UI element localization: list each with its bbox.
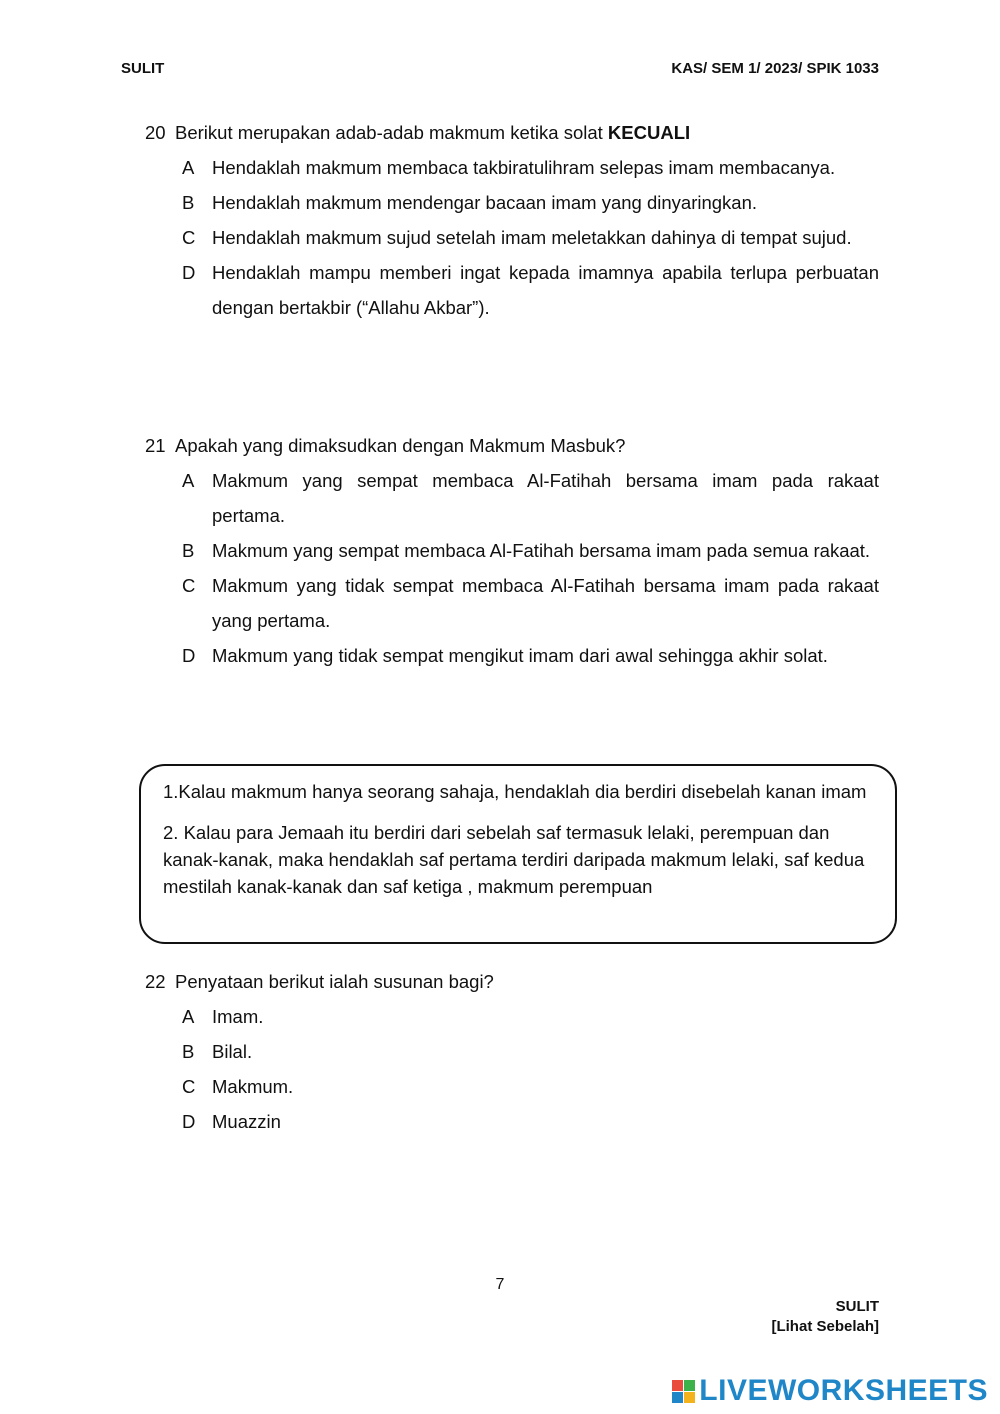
question-text: Apakah yang dimaksudkan dengan Makmum Masbuk? [175,435,626,456]
option-b[interactable] [182,533,879,568]
option-letter: C [182,575,196,596]
question-21 [145,428,879,673]
option-letter: B [182,192,195,213]
option-letter: B [182,1041,195,1062]
option-letter: B [182,540,195,561]
liveworksheets-logo-icon [672,1380,695,1403]
question-text: Penyataan berikut ialah susunan bagi? [175,971,494,992]
logo-tile [684,1392,695,1403]
option-letter: A [182,470,195,491]
option-d[interactable] [182,255,879,325]
question-number: 22 [145,971,166,992]
question-text: Berikut merupakan adab-adab makmum ketika solat [175,122,608,143]
option-text: Hendaklah makmum sujud setelah imam meletakkan dahinya di tempat sujud. [212,227,852,248]
liveworksheets-logo-text: LIVEWORKSHEETS [699,1374,988,1407]
option-text: Makmum yang tidak sempat mengikut imam dari awal sehingga akhir solat. [212,645,828,666]
option-d[interactable] [182,1104,879,1139]
question-stem [145,428,879,463]
option-letter: C [182,1076,196,1097]
liveworksheets-logo[interactable] [672,1374,988,1408]
option-text: Makmum yang sempat membaca Al-Fatihah bersama imam pada semua rakaat. [212,540,871,561]
footer-sulit: SULIT [835,1298,879,1315]
option-a[interactable] [182,150,879,185]
option-letter: A [182,1006,195,1027]
option-b[interactable] [182,1034,879,1069]
statement-1: 1.Kalau makmum hanya seorang sahaja, hendaklah dia berdiri disebelah kanan imam [163,781,867,802]
option-text: Muazzin [212,1111,281,1132]
option-a[interactable] [182,999,879,1034]
option-d[interactable] [182,638,879,673]
header-sulit: SULIT [121,60,165,77]
option-text: Hendaklah makmum mendengar bacaan imam yang dinyaringkan. [212,192,758,213]
question-number: 21 [145,435,166,456]
logo-tile [672,1380,683,1391]
footer-turn-page: [Lihat Sebelah] [771,1318,879,1335]
logo-tile [684,1380,695,1391]
option-text: Hendaklah mampu memberi ingat kepada imamnya apabila terlupa perbuatan dengan bertakbir (“Allahu Akbar”). [212,262,879,318]
question-20 [145,115,879,325]
option-text: Makmum yang sempat membaca Al-Fatihah bersama imam pada rakaat pertama. [212,470,879,526]
question-22 [145,964,879,1139]
question-stem [145,115,879,150]
option-text: Makmum yang tidak sempat membaca Al-Fatihah bersama imam pada rakaat yang pertama. [212,575,879,631]
option-letter: D [182,645,196,666]
option-text: Bilal. [212,1041,253,1062]
page-number: 7 [495,1276,505,1293]
option-letter: A [182,157,195,178]
option-text: Hendaklah makmum membaca takbiratulihram selepas imam membacanya. [212,157,836,178]
question-stem [145,964,879,999]
option-letter: C [182,227,196,248]
option-c[interactable] [182,220,879,255]
option-a[interactable] [182,463,879,533]
option-letter: D [182,262,196,283]
question-keyword: KECUALI [607,122,691,143]
option-c[interactable] [182,568,879,638]
statement-2: 2. Kalau para Jemaah itu berdiri dari sebelah saf termasuk lelaki, perempuan dan kanak-kanak, maka hendaklah saf pertama terdiri daripada makmum lelaki, saf kedua mestilah kanak-kanak dan saf ketiga , makmum perempuan [163,822,865,897]
option-text: Makmum. [212,1076,294,1097]
logo-tile [672,1392,683,1403]
option-letter: D [182,1111,196,1132]
option-c[interactable] [182,1069,879,1104]
statement-box [139,764,897,944]
question-number: 20 [145,122,166,143]
option-text: Imam. [212,1006,264,1027]
option-b[interactable] [182,185,879,220]
header-paper-code: KAS/ SEM 1/ 2023/ SPIK 1033 [671,60,879,77]
